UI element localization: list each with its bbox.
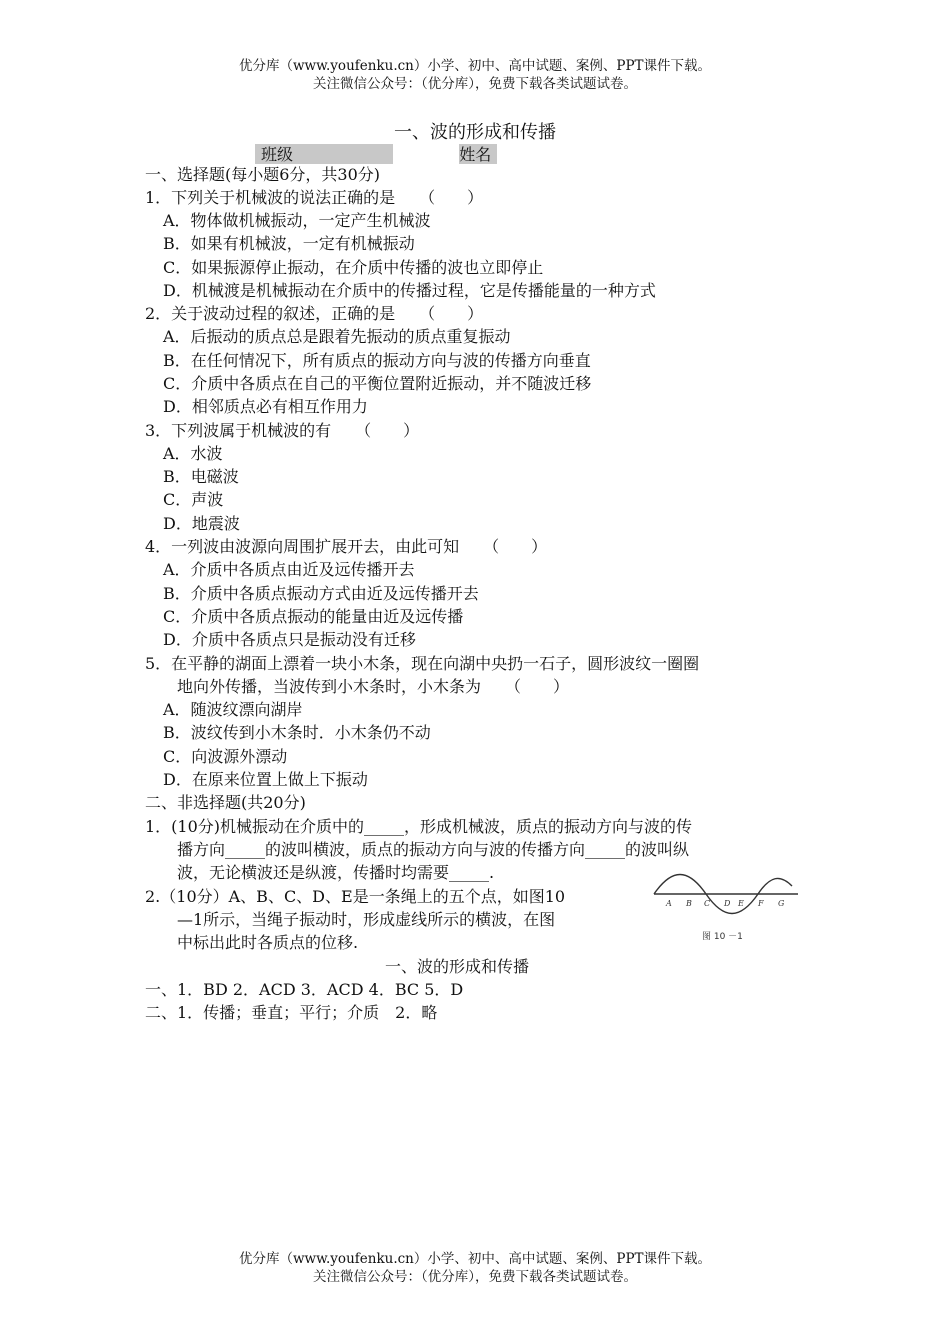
p1-line-3: 波，无论横波还是纵渡，传播时均需要_____. [177,863,495,882]
q1-option-a: A．物体做机械振动，一定产生机械波 [163,211,431,230]
q2-option-c: C．介质中各质点在自己的平衡位置附近振动，并不随波迁移 [163,374,592,393]
class-name-row [255,142,497,164]
q2-option-d: D．相邻质点必有相互作用力 [163,397,368,416]
q4-option-d: D．介质中各质点只是振动没有迁移 [163,630,416,649]
q2-option-a: A．后振动的质点总是跟着先振动的质点重复振动 [163,327,511,346]
point-label-e: E [738,899,744,908]
q4-option-c: C．介质中各质点振动的能量由近及远传播 [163,607,464,626]
q5-option-c: C．向波源外漂动 [163,747,288,766]
wave-figure [652,864,800,946]
p2-line-1: 2.（10分）A、B、C、D、E是一条绳上的五个点，如图10 [145,887,566,906]
header-line-2: 关注微信公众号：（优分库），免费下载各类试题试卷。 [313,76,637,92]
q5-option-d: D．在原来位置上做上下振动 [163,770,368,789]
point-label-b: B [686,899,692,908]
q3-stem: 3．下列波属于机械波的有 （ ） [145,421,420,440]
q2-option-b: B．在任何情况下，所有质点的振动方向与波的传播方向垂直 [163,351,591,370]
q4-option-b: B．介质中各质点振动方式由近及远传播开去 [163,584,479,603]
answers-line-2: 二、1．传播；垂直；平行；介质 2．略 [145,1003,438,1022]
section1-heading: 一、选择题(每小题6分，共30分) [145,165,381,184]
point-label-c: C [704,899,711,908]
class-label: 班级 [255,144,393,164]
point-label-f: F [758,899,764,908]
q4-stem: 4．一列波由波源向周围扩展开去，由此可知 （ ） [145,537,548,556]
point-label-a: A [666,899,672,908]
name-label: 姓名 [459,144,497,164]
q3-option-a: A．水波 [163,444,223,463]
q3-option-d: D．地震波 [163,514,240,533]
footer-line-1: 优分库（www.youfenku.cn）小学、初中、高中试题、案例、PPT课件下载。 [238,1251,712,1267]
q3-option-b: B．电磁波 [163,467,239,486]
q1-option-b: B．如果有机械波，一定有机械振动 [163,234,415,253]
wave-figure-svg [652,864,800,946]
point-label-d: D [724,899,731,908]
p2-line-2: —1所示，当绳子振动时，形成虚线所示的横波，在图 [177,910,556,929]
point-label-g: G [778,899,785,908]
answers-line-1: 一、1．BD 2．ACD 3．ACD 4．BC 5．D [145,980,464,999]
q5-stem-line-2: 地向外传播，当波传到小木条时，小木条为 （ ） [177,677,570,696]
page-title: 一、波的形成和传播 [394,122,556,143]
p2-line-3: 中标出此时各质点的位移. [177,933,359,952]
q1-stem: 1．下列关于机械波的说法正确的是 （ ） [145,188,484,207]
figure-caption: 图 10 －1 [702,932,743,942]
q5-option-b: B．波纹传到小木条时．小木条仍不动 [163,723,431,742]
header-line-1: 优分库（www.youfenku.cn）小学、初中、高中试题、案例、PPT课件下载。 [238,58,712,74]
q3-option-c: C．声波 [163,490,224,509]
q1-option-d: D．机械渡是机械振动在介质中的传播过程，它是传播能量的一种方式 [163,281,656,300]
q4-option-a: A．介质中各质点由近及远传播开去 [163,560,415,579]
answers-title: 一、波的形成和传播 [385,957,530,976]
q1-option-c: C．如果振源停止振动，在介质中传播的波也立即停止 [163,258,544,277]
p1-line-2: 播方向_____的波叫横波，质点的振动方向与波的传播方向_____的波叫纵 [177,840,690,859]
p1-line-1: 1．(10分)机械振动在介质中的_____，形成机械波，质点的振动方向与波的传 [145,817,693,836]
q2-stem: 2．关于波动过程的叙述，正确的是 （ ） [145,304,484,323]
q5-option-a: A．随波纹漂向湖岸 [163,700,303,719]
section2-heading: 二、非选择题(共20分) [145,793,306,812]
footer-line-2: 关注微信公众号：（优分库），免费下载各类试题试卷。 [313,1269,637,1285]
q5-stem-line-1: 5．在平静的湖面上漂着一块小木条，现在向湖中央扔一石子，圆形波纹一圈圈 [145,654,700,673]
